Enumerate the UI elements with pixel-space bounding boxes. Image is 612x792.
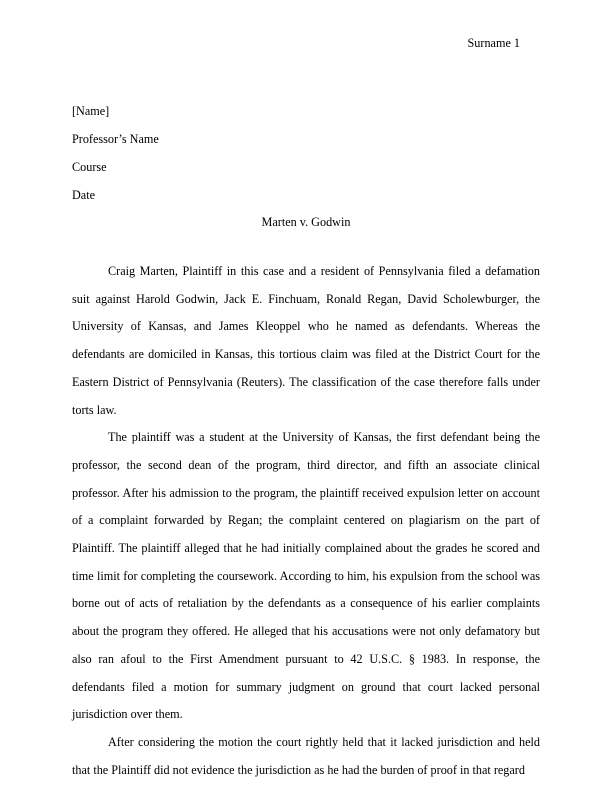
running-head: Surname 1 <box>467 36 520 50</box>
student-name: [Name] <box>72 104 110 118</box>
paragraph-2: The plaintiff was a student at the University of Kansas, the first defendant being the professor, the second dean of the program, third director, and fifth an associate clinical professor. After his admission to the program, the plaintiff received expulsion letter on account of a complaint forwarded by Regan; the complaint centered on plagiarism on the part of Plaintiff. The plaintiff alleged that he had initially complained about the grades he scored and time limit for completing the coursework. According to him, his expulsion from the school was borne out of acts of retaliation by the defendants as a consequence of his earlier complaints about the program they offered. He alleged that his accusations were not only defamatory but also ran afoul to the First Amendment pursuant to 42 U.S.C. § 1983. In response, the defendants filed a motion for summary judgment on ground that court lacked personal jurisdiction over them. <box>72 430 540 722</box>
body-text <box>72 258 540 784</box>
page-title: Marten v. Godwin <box>261 215 351 229</box>
paragraph-1: Craig Marten, Plaintiff in this case and a resident of Pennsylvania filed a defamation suit against Harold Godwin, Jack E. Finchuam, Ronald Regan, David Scholewburger, the University of Kansas, and James Kleoppel who he named as defendants. Whereas the defendants are domiciled in Kansas, this tortious claim was filed at the District Court for the Eastern District of Pennsylvania (Reuters). The classification of the case therefore falls under torts law. <box>72 264 540 417</box>
professor-name: Professor’s Name <box>72 132 159 146</box>
course-name: Course <box>72 160 107 174</box>
paragraph-3: After considering the motion the court rightly held that it lacked jurisdiction and held that the Plaintiff did not evidence the jurisdiction as he had the burden of proof in that regard <box>72 734 540 777</box>
date-line: Date <box>72 188 96 202</box>
